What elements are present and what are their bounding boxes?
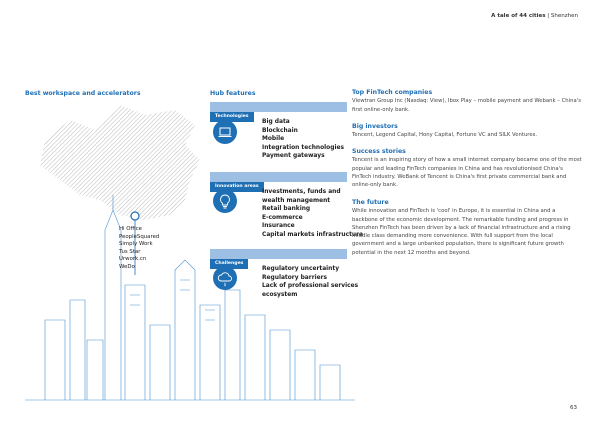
china-map: [40, 105, 200, 220]
list-item: Integration technologies: [262, 144, 344, 151]
page-header: A tale of 44 cities | Shenzhen: [491, 13, 578, 19]
workspace-item: Simply Work: [119, 241, 153, 248]
workspace-item: WeDo: [119, 263, 135, 270]
section-text: Tencent, Legend Capital, Hony Capital, Fortune VC and SILK Ventures.: [352, 132, 538, 139]
technologies-bar: [210, 102, 347, 119]
section-title: Big investors: [352, 123, 398, 130]
workspace-item: PeopleSquared: [119, 233, 160, 240]
list-item: E-commerce: [262, 214, 303, 221]
section-text: Viewtran Group Inc (Nasdaq: View), Ibox Play – mobile payment and Webank – China's first online-only bank.: [352, 98, 581, 113]
lightbulb-icon: [213, 189, 237, 213]
list-item: Insurance: [262, 223, 295, 230]
section-label: Technologies: [210, 112, 254, 122]
section-label: Challenges: [210, 259, 248, 269]
workspace-item: Tus Star: [119, 248, 141, 255]
workspace-item: Hi Office: [119, 226, 142, 232]
innovation-list: [262, 188, 363, 240]
list-item: ecosystem: [262, 291, 298, 298]
page-number: 63: [570, 405, 577, 411]
big-investors-section: [352, 123, 582, 140]
section-text: Tencent is an inspiring story of how a small internet company became one of the most popular and leading FinTech companies in China and has revolutionised China's FinTech industry. WeBank of Tencent is China's first private commercial bank and online-only bank.: [352, 157, 582, 189]
workspace-title: Best workspace and accelerators: [25, 90, 141, 97]
list-item: Lack of professional services: [262, 283, 359, 290]
list-item: Capital markets infrastructure: [262, 231, 364, 238]
challenges-bar: [210, 249, 347, 266]
cloud-icon: [213, 266, 237, 290]
list-item: Mobile: [262, 136, 285, 143]
success-stories-section: [352, 148, 582, 189]
top-fintech-section: [352, 89, 582, 114]
svg-text:$: $: [223, 282, 227, 287]
workspace-list: [119, 226, 159, 272]
hub-features-title: Hub features: [210, 90, 256, 97]
list-item: wealth management: [262, 197, 331, 204]
series-title: A tale of 44 cities: [491, 13, 546, 19]
city-name: Shenzhen: [550, 13, 578, 19]
list-item: Investments, funds and: [262, 189, 341, 195]
list-item: Big data: [262, 119, 290, 125]
section-text: While innovation and FinTech is 'cool' in Europe, it is essential in China and a backbone of the economic development. The remarkable funding and progress in Shenzhen FinTech has been driven by a lack of financial infrastructure and a rising middle class demanding more convenience. With full support from the local government and a large unbanked population, there is significant future growth potential in the next 12 months and beyond.: [352, 208, 571, 256]
list-item: Blockchain: [262, 127, 298, 134]
section-label: Innovation areas: [210, 182, 264, 192]
list-item: Payment gateways: [262, 153, 325, 160]
technologies-list: [262, 118, 344, 161]
innovation-areas-bar: [210, 172, 347, 189]
list-item: Regulatory uncertainty: [262, 266, 340, 272]
section-title: Top FinTech companies: [352, 89, 433, 96]
list-item: Retail banking: [262, 206, 311, 213]
section-title: Success stories: [352, 148, 406, 155]
section-title: The future: [352, 199, 389, 206]
future-section: [352, 199, 582, 257]
workspace-item: Urwork.cn: [119, 256, 147, 263]
challenges-list: [262, 265, 358, 299]
shenzhen-pin-icon: [131, 212, 139, 220]
list-item: Regulatory barriers: [262, 274, 328, 281]
laptop-icon: [213, 120, 237, 144]
